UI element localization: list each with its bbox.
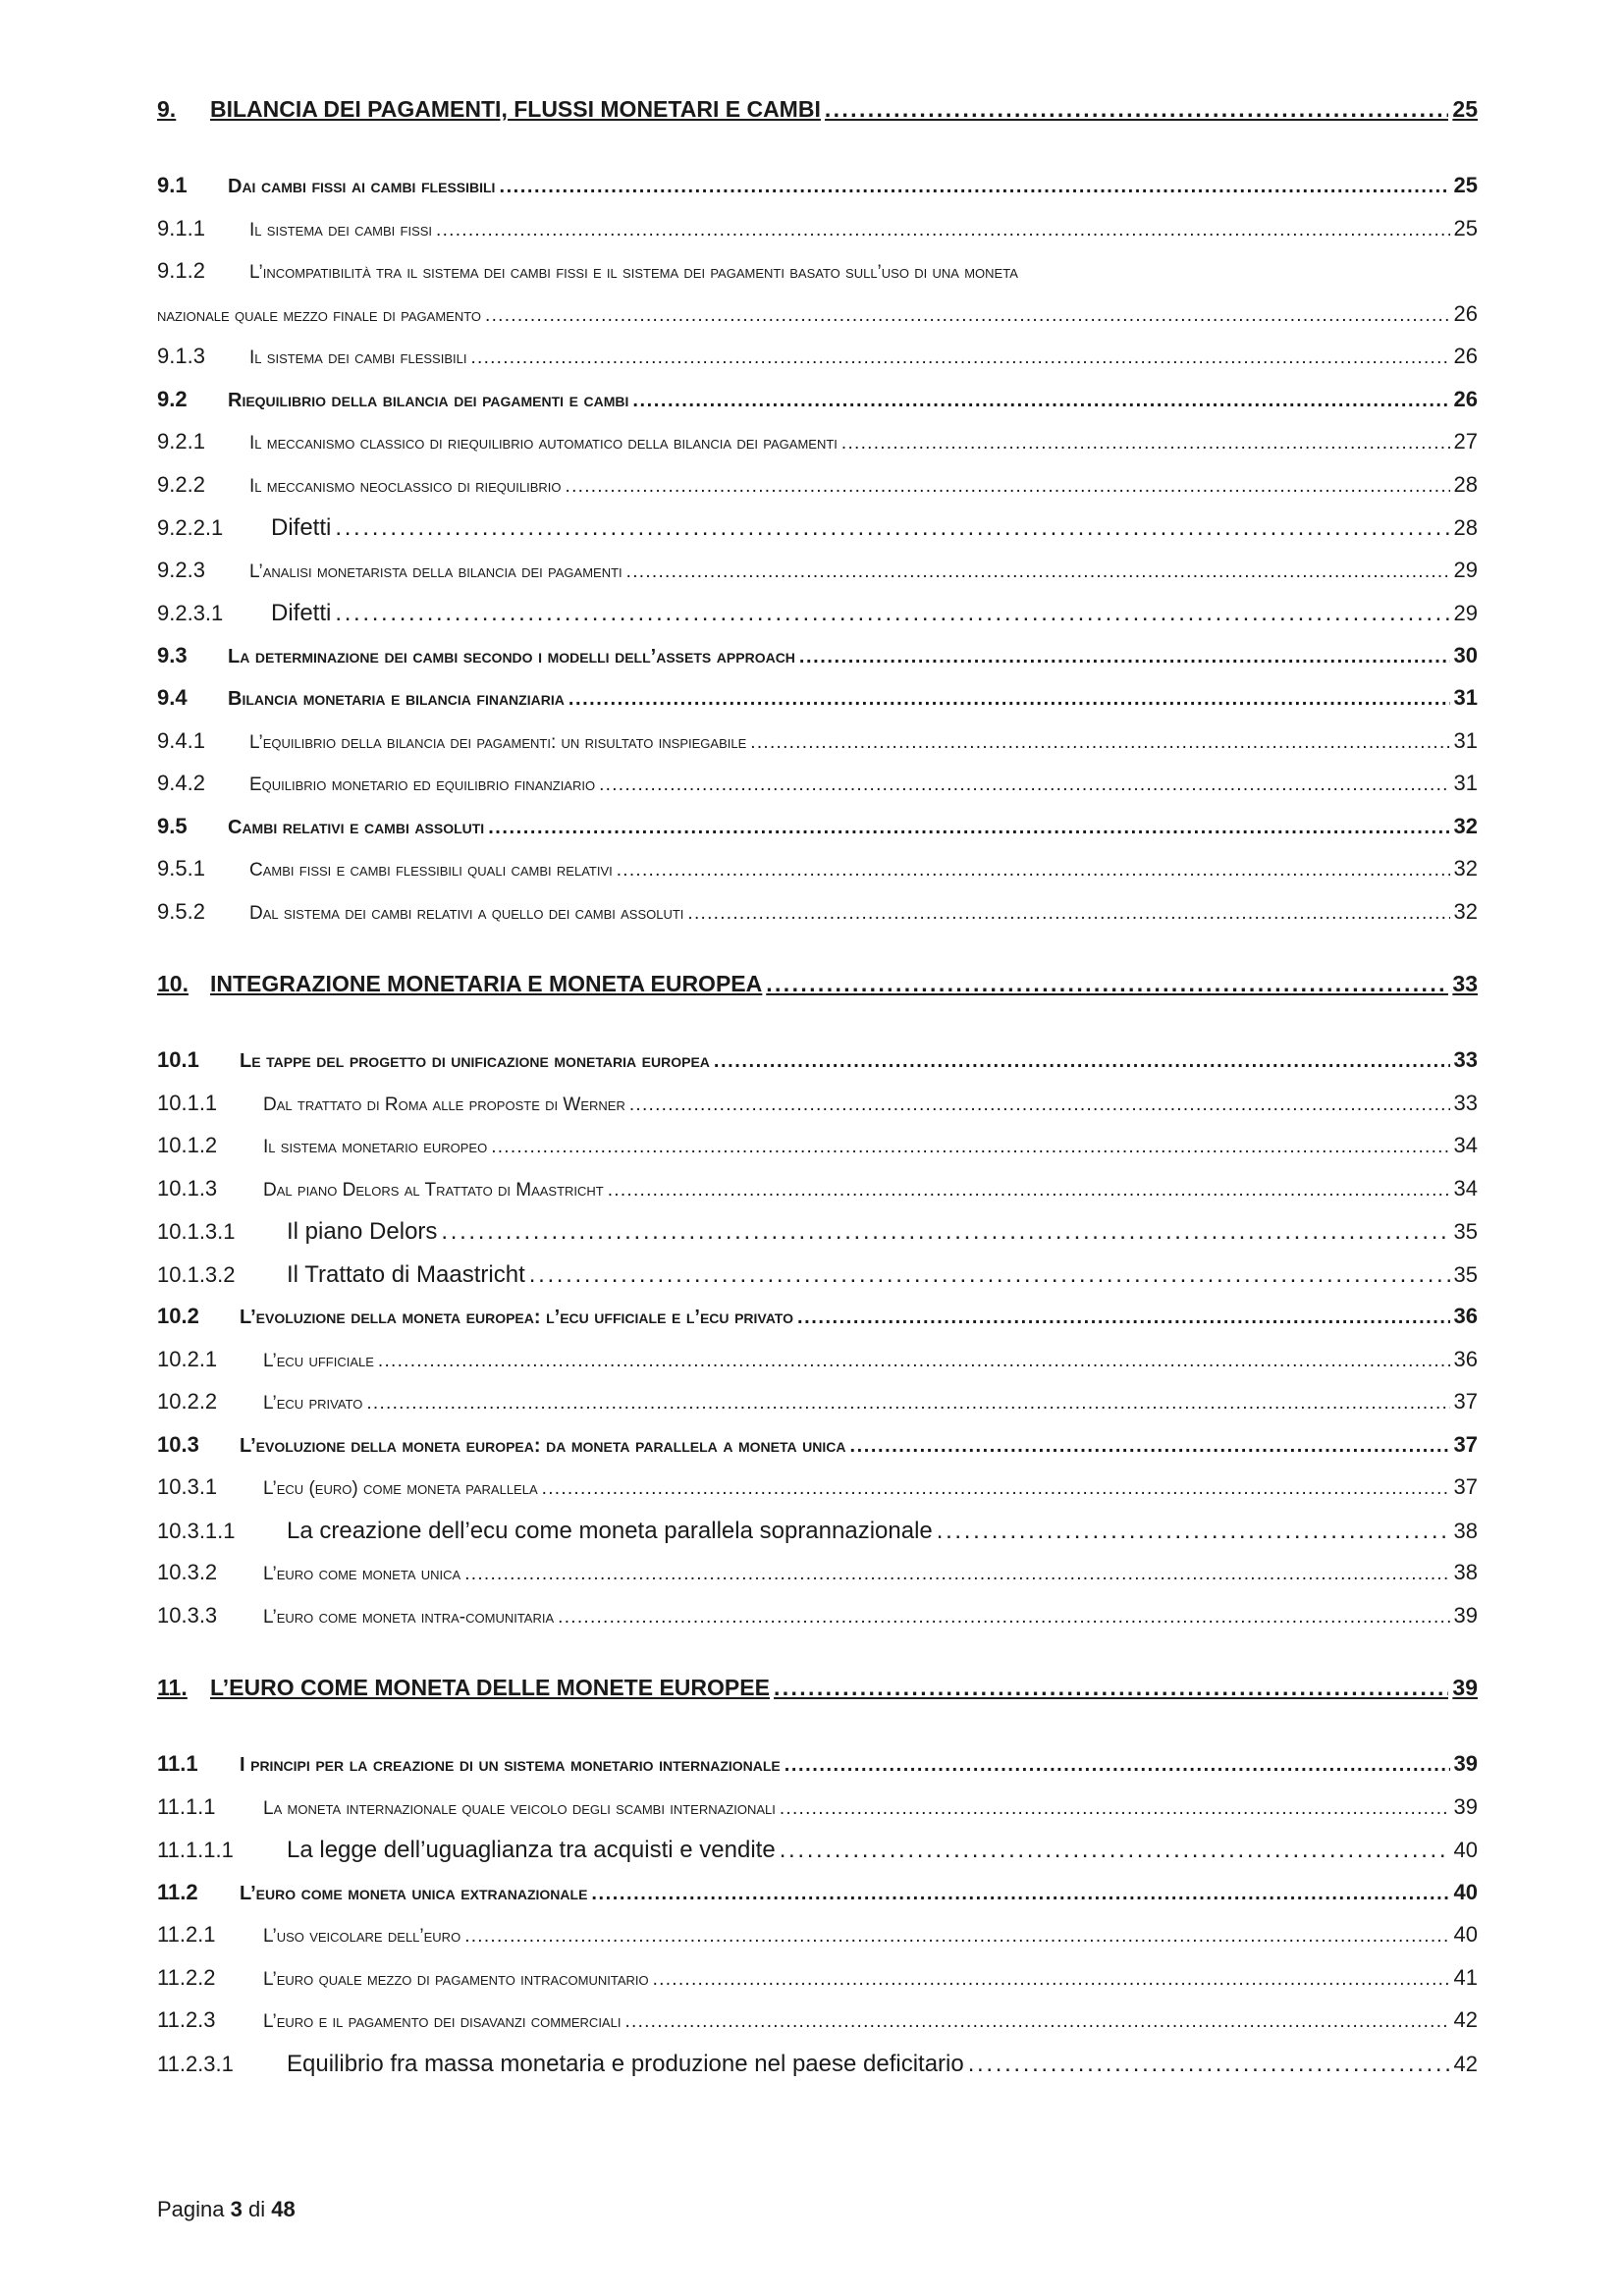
toc-subsection-9-4-2[interactable] [157,771,1478,814]
toc-subsection-10-3-3[interactable] [157,1603,1478,1646]
toc-number: 10.3.1 [157,1474,218,1499]
toc-subsection-10-2-2[interactable] [157,1389,1478,1432]
toc-leader-dots [488,817,1449,839]
toc-subsection-9-1-3[interactable] [157,344,1478,387]
toc-page-number: 40 [1453,1879,1478,1904]
toc-leader-dots [797,1307,1450,1329]
toc-page-number: 32 [1453,898,1478,924]
toc-number: 9.1.2 [157,258,205,283]
toc-page-number: 29 [1453,557,1478,582]
toc-title: L’euro come moneta unica extranazionale [240,1882,588,1904]
toc-leader-dots [558,1607,1449,1629]
toc-section-9-4[interactable] [157,685,1478,728]
toc-title: I principi per la creazione di un sistema monetario internazionale [240,1754,781,1776]
toc-leader-dots [714,1050,1450,1073]
toc-leader-dots [464,1926,1449,1948]
toc-title: INTEGRAZIONE MONETARIA E MONETA EUROPEA [210,971,763,996]
toc-page-number: 39 [1453,1751,1478,1776]
toc-page-number: 40 [1453,1838,1478,1862]
toc-leader-dots [617,860,1450,881]
toc-subsection-11-2-1[interactable] [157,1922,1478,1965]
toc-number: 9. [157,96,177,122]
toc-title: L’euro quale mezzo di pagamento intracomunitario [263,1968,649,1990]
footer-total-pages: 48 [271,2197,296,2221]
toc-page-number: 34 [1453,1133,1478,1157]
toc-title: L’ecu privato [263,1393,363,1414]
toc-subsubsection-10-1-3-2[interactable] [157,1261,1478,1305]
toc-page-number: 25 [1452,96,1478,122]
toc-leader-dots [335,514,1449,542]
toc-title: L’euro come moneta intra-comunitaria [263,1606,555,1628]
toc-leader-dots [542,1478,1450,1500]
toc-leader-dots [568,688,1450,711]
toc-leader-dots [774,1675,1448,1701]
toc-chapter-10[interactable] [157,971,1478,1014]
toc-subsection-9-2-2[interactable] [157,472,1478,515]
toc-subsection-9-4-1[interactable] [157,728,1478,772]
toc-leader-dots [485,305,1449,327]
toc-leader-dots [591,1883,1449,1905]
toc-title: L’ecu ufficiale [263,1350,374,1371]
toc-leader-dots [366,1393,1449,1415]
toc-number: 9.1.3 [157,344,205,368]
toc-title: Il sistema dei cambi fissi [249,219,433,240]
toc-number: 11.2.2 [157,1964,216,1990]
toc-number: 10.1.3.1 [157,1219,236,1244]
toc-subsection-10-1-2[interactable] [157,1133,1478,1176]
toc-number: 10.2.2 [157,1389,218,1414]
toc-leader-dots [841,433,1450,454]
toc-leader-dots [499,176,1449,198]
toc-number: 10.3 [157,1431,199,1457]
toc-leader-dots [599,774,1449,796]
toc-page-number: 39 [1453,1602,1478,1628]
toc-title: Cambi fissi e cambi flessibili quali cambi relativi [249,860,613,881]
toc-number: 11. [157,1675,188,1700]
toc-subsection-10-1-3[interactable] [157,1176,1478,1219]
toc-title: Dal piano Delors al Trattato di Maastricht [263,1179,604,1201]
toc-page-number: 37 [1453,1431,1478,1457]
toc-leader-dots [780,1798,1450,1820]
toc-page-number: 31 [1453,771,1478,795]
toc-subsection-9-2-3[interactable] [157,558,1478,601]
toc-page-number: 39 [1453,1793,1478,1819]
toc-leader-dots [608,1180,1450,1201]
toc-title: Il sistema monetario europeo [263,1137,488,1157]
toc-title: BILANCIA DEI PAGAMENTI, FLUSSI MONETARI E CAMBI [210,96,821,122]
toc-leader-dots [937,1518,1450,1545]
toc-title: L’euro come moneta unica [263,1564,461,1584]
toc-page-number: 36 [1453,1346,1478,1371]
toc-leader-dots [825,96,1449,123]
toc-page-number: 39 [1452,1675,1478,1700]
toc-title: Il Trattato di Maastricht [287,1260,525,1288]
toc-title: Il piano Delors [287,1218,438,1245]
toc-number: 11.2.3 [157,2007,216,2032]
toc-leader-dots [436,220,1449,241]
toc-subsection-10-2-1[interactable] [157,1347,1478,1390]
toc-number: 10.1.2 [157,1133,218,1157]
toc-leader-dots [687,903,1449,925]
toc-leader-dots [529,1261,1450,1289]
toc-page-number: 38 [1453,1560,1478,1584]
toc-subsection-11-1-1[interactable] [157,1794,1478,1838]
toc-number: 11.1.1.1 [157,1838,234,1862]
toc-subsection-9-5-1[interactable] [157,856,1478,899]
toc-number: 9.2 [157,386,188,411]
toc-page-number: 34 [1453,1175,1478,1201]
toc-page-number: 32 [1453,813,1478,838]
page-footer [157,2197,296,2222]
toc-number: 11.2 [157,1879,198,1904]
toc-title: L’evoluzione della moneta europea: l’ecu ufficiale e l’ecu privato [240,1307,793,1328]
toc-number: 10.1 [157,1047,199,1072]
toc-leader-dots [464,1564,1449,1585]
toc-number: 10.3.3 [157,1602,218,1628]
toc-title: Dal sistema dei cambi relativi a quello dei cambi assoluti [249,902,684,924]
toc-leader-dots [750,732,1449,754]
toc-leader-dots [784,1754,1450,1777]
toc-number: 9.2.2 [157,471,205,497]
toc-leader-dots [632,390,1449,412]
toc-subsection-9-1-2[interactable] [157,258,1478,344]
toc-number: 11.1.1 [157,1793,216,1819]
toc-number: 10. [157,971,189,996]
toc-section-11-2[interactable] [157,1880,1478,1923]
toc-page-number: 33 [1453,1047,1478,1072]
toc-page-number: 30 [1453,642,1478,667]
toc-section-10-2[interactable] [157,1304,1478,1347]
toc-section-9-3[interactable] [157,643,1478,686]
toc-leader-dots [566,476,1450,498]
toc-number: 9.5.1 [157,856,205,881]
toc-leader-dots [441,1218,1449,1246]
toc-section-9-2[interactable] [157,387,1478,430]
toc-section-9-1[interactable] [157,173,1478,216]
toc-title: Bilancia monetaria e bilancia finanziaria [228,688,565,710]
toc-number: 10.1.3.2 [157,1261,236,1287]
toc-title: L’EURO COME MONETA DELLE MONETE EUROPEE [210,1675,770,1700]
toc-page-number: 32 [1453,856,1478,881]
toc-number: 9.1.1 [157,215,205,240]
toc-leader-dots [335,600,1449,627]
toc-page-number: 38 [1453,1518,1478,1543]
toc-subsubsection-9-2-2-1[interactable] [157,514,1478,558]
toc-page-number: 33 [1453,1090,1478,1115]
toc-leader-dots [470,347,1449,369]
toc-page-number: 36 [1453,1304,1478,1328]
toc-title: Riequilibrio della bilancia dei pagamenti e cambi [228,389,629,411]
toc-number: 11.2.1 [157,1922,216,1947]
toc-title: Il meccanismo classico di riequilibrio automatico della bilancia dei pagamenti [249,433,838,454]
toc-number: 9.1 [157,173,188,197]
toc-number: 9.2.3.1 [157,601,224,625]
toc-chapter-11[interactable] [157,1675,1478,1718]
toc-page-number: 33 [1452,971,1478,996]
toc-page-number: 31 [1453,685,1478,710]
toc-subsection-11-2-3[interactable] [157,2007,1478,2051]
toc-leader-dots [626,561,1450,583]
toc-number: 10.2.1 [157,1346,218,1371]
toc-number: 9.2.2.1 [157,515,224,540]
toc-page-number: 35 [1453,1261,1478,1287]
toc-subsection-9-5-2[interactable] [157,899,1478,942]
toc-subsubsection-10-1-3-1[interactable] [157,1218,1478,1261]
toc-title: Cambi relativi e cambi assoluti [228,816,485,838]
toc-leader-dots [629,1095,1450,1116]
toc-leader-dots [624,2011,1449,2033]
toc-leader-dots [799,646,1450,668]
toc-title: Difetti [271,514,332,541]
toc-leader-dots [491,1137,1449,1158]
toc-page-number: 25 [1453,215,1478,240]
toc-title: La creazione dell’ecu come moneta parallela soprannazionale [287,1517,933,1544]
toc-page-number: 37 [1453,1389,1478,1414]
toc-page-number: 29 [1453,601,1478,625]
toc-subsection-10-3-2[interactable] [157,1560,1478,1603]
toc-number: 9.2.3 [157,557,205,582]
toc-subsection-11-2-2[interactable] [157,1965,1478,2008]
footer-prefix: Pagina [157,2197,225,2221]
toc-page-number: 37 [1453,1474,1478,1499]
toc-page-number: 40 [1453,1922,1478,1947]
toc-page-number: 28 [1453,471,1478,497]
toc-leader-dots [850,1435,1450,1458]
toc-number: 10.2 [157,1304,199,1328]
toc-number: 10.1.1 [157,1090,218,1115]
toc-page-number: 41 [1453,1964,1478,1990]
toc-number: 9.2.1 [157,429,205,454]
toc-number: 10.1.3 [157,1175,218,1201]
toc-title: Dai cambi fissi ai cambi flessibili [228,176,496,197]
toc-title: L’incompatibilità tra il sistema dei cambi fissi e il sistema dei pagamenti basato sull’uso di una moneta [249,262,1018,283]
toc-number: 10.3.1.1 [157,1518,236,1543]
toc-title: La legge dell’uguaglianza tra acquisti e vendite [287,1837,776,1863]
toc-section-10-3[interactable] [157,1432,1478,1475]
toc-title: Il sistema dei cambi flessibili [249,347,467,368]
toc-subsection-10-3-1[interactable] [157,1474,1478,1518]
toc-page-number: 42 [1453,2051,1478,2076]
toc-subsubsection-11-2-3-1[interactable] [157,2051,1478,2094]
toc-number: 9.4.1 [157,727,205,753]
toc-subsection-9-1-1[interactable] [157,216,1478,259]
toc-page-number: 26 [1453,300,1478,326]
toc-title: L’uso veicolare dell’euro [263,1926,461,1947]
toc-number: 9.3 [157,642,188,667]
toc-leader-dots [780,1837,1450,1864]
toc-subsubsection-10-3-1-1[interactable] [157,1518,1478,1561]
toc-subsection-9-2-1[interactable] [157,429,1478,472]
toc-leader-dots [968,2051,1450,2078]
toc-number: 10.3.2 [157,1560,218,1584]
toc-title: La determinazione dei cambi secondo i modelli dell’assets approach [228,645,795,667]
toc-page-number: 25 [1453,173,1478,197]
toc-page-number: 31 [1453,727,1478,753]
toc-page-number: 35 [1453,1219,1478,1244]
toc-title: L’equilibrio della bilancia dei pagamenti: un risultato inspiegabile [249,731,747,753]
toc-section-11-1[interactable] [157,1751,1478,1794]
toc-title: Il meccanismo neoclassico di riequilibrio [249,475,562,497]
toc-page-number: 28 [1453,515,1478,540]
toc-title: La moneta internazionale quale veicolo degli scambi internazionali [263,1797,776,1819]
table-of-contents [157,96,1478,2093]
toc-leader-dots [378,1351,1450,1372]
toc-page-number: 26 [1453,344,1478,368]
toc-number: 9.5.2 [157,898,205,924]
toc-section-9-5[interactable] [157,814,1478,857]
toc-number: 11.2.3.1 [157,2051,234,2076]
toc-page-number: 42 [1453,2007,1478,2032]
toc-title: L’ecu (euro) come moneta parallela [263,1478,538,1499]
toc-title-continued: nazionale quale mezzo finale di pagamento [157,304,482,326]
toc-number: 9.5 [157,813,188,838]
toc-title: L’euro e il pagamento dei disavanzi commerciali [263,2011,622,2032]
toc-title: Le tappe del progetto di unificazione monetaria europea [240,1050,710,1072]
footer-separator: di [248,2197,266,2221]
toc-leader-dots [766,971,1448,997]
toc-number: 11.1 [157,1751,198,1776]
toc-number: 9.4 [157,685,188,710]
toc-number: 9.4.2 [157,771,205,795]
toc-leader-dots [653,1969,1450,1991]
toc-section-10-1[interactable] [157,1047,1478,1091]
toc-title: Dal trattato di Roma alle proposte di Werner [263,1094,625,1115]
footer-current-page: 3 [230,2197,243,2221]
toc-subsection-10-1-1[interactable] [157,1091,1478,1134]
toc-title: L’evoluzione della moneta europea: da moneta parallela a moneta unica [240,1434,846,1457]
toc-chapter-9[interactable] [157,96,1478,139]
toc-subsubsection-11-1-1-1[interactable] [157,1837,1478,1880]
toc-title: Equilibrio fra massa monetaria e produzione nel paese deficitario [287,2050,964,2077]
toc-subsubsection-9-2-3-1[interactable] [157,600,1478,643]
toc-title: L’analisi monetarista della bilancia dei pagamenti [249,561,622,582]
toc-page-number: 26 [1453,386,1478,411]
toc-page-number: 27 [1453,429,1478,454]
toc-title: Equilibrio monetario ed equilibrio finanziario [249,774,596,795]
toc-title: Difetti [271,600,332,626]
